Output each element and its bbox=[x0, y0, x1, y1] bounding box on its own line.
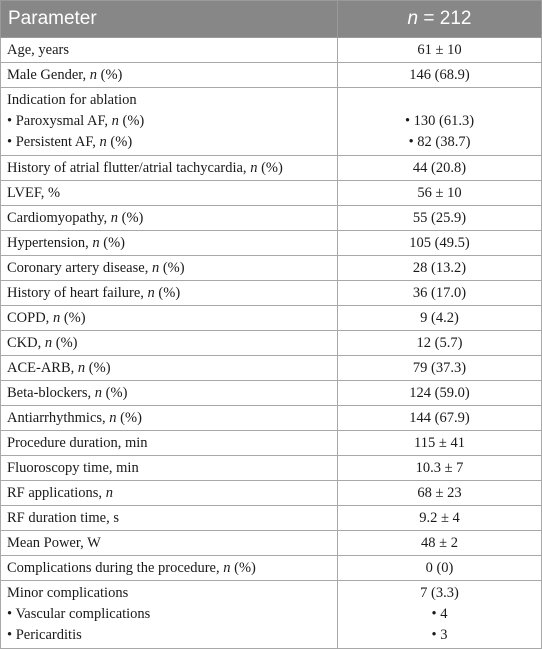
header-n-italic: n bbox=[407, 8, 419, 29]
table-row bbox=[1, 356, 542, 381]
label-text: Beta-blockers, bbox=[7, 384, 95, 401]
label-text: ACE-ARB, bbox=[7, 359, 78, 376]
label-n: n bbox=[151, 259, 160, 276]
row-label bbox=[1, 356, 338, 381]
row-label bbox=[1, 481, 338, 506]
table-row bbox=[1, 231, 542, 256]
row-label bbox=[1, 181, 338, 206]
label-text: CKD, bbox=[7, 334, 45, 351]
row-label bbox=[1, 63, 338, 88]
label-text: LVEF, % bbox=[7, 184, 61, 201]
table-row bbox=[1, 506, 542, 531]
label-n: n bbox=[77, 359, 86, 376]
label-text: Minor complications bbox=[7, 585, 129, 601]
row-value: 68 ± 23 bbox=[338, 481, 542, 506]
row-value: 36 (17.0) bbox=[338, 281, 542, 306]
sub-label-n: n bbox=[111, 113, 119, 129]
value-main: 7 (3.3) bbox=[420, 585, 459, 601]
label-suffix: (%) bbox=[97, 66, 123, 83]
value-spacer bbox=[344, 90, 535, 111]
label-text: Hypertension, bbox=[7, 234, 93, 251]
label-suffix: (%) bbox=[102, 384, 128, 401]
label-text: Male Gender, bbox=[7, 66, 90, 83]
row-value: 144 (67.9) bbox=[338, 406, 542, 431]
sub-label: • Vascular complications bbox=[7, 606, 151, 622]
label-n: n bbox=[44, 334, 53, 351]
label-n: n bbox=[92, 234, 100, 251]
row-label bbox=[1, 531, 338, 556]
row-label bbox=[1, 331, 338, 356]
label-suffix: (%) bbox=[52, 334, 78, 351]
sub-value: • 3 bbox=[431, 627, 448, 643]
row-label bbox=[1, 88, 338, 156]
label-n: n bbox=[147, 284, 155, 301]
sub-value: • 82 (38.7) bbox=[408, 134, 471, 150]
row-value: 48 ± 2 bbox=[338, 531, 542, 556]
row-label bbox=[1, 231, 338, 256]
label-text: History of atrial flutter/atrial tachycardia, bbox=[7, 159, 251, 176]
label-text: Coronary artery disease, bbox=[7, 259, 152, 276]
table-row bbox=[1, 556, 542, 581]
table-row bbox=[1, 63, 542, 88]
label-suffix: (%) bbox=[116, 409, 142, 426]
sub-label-suffix: (%) bbox=[118, 113, 145, 129]
label-text: COPD, bbox=[7, 309, 53, 326]
table-row bbox=[1, 206, 542, 231]
table-row bbox=[1, 381, 542, 406]
row-value: 9.2 ± 4 bbox=[338, 506, 542, 531]
row-value: 28 (13.2) bbox=[338, 256, 542, 281]
header-n-total bbox=[338, 1, 542, 38]
row-label bbox=[1, 206, 338, 231]
sub-label-text: • Persistent AF, bbox=[7, 134, 100, 150]
sub-label-n: n bbox=[99, 134, 107, 150]
label-text: Antiarrhythmics, bbox=[7, 409, 110, 426]
table-row bbox=[1, 281, 542, 306]
label-text: Fluoroscopy time, min bbox=[7, 459, 139, 476]
sub-label bbox=[7, 111, 331, 132]
row-label bbox=[1, 431, 338, 456]
table-row bbox=[1, 406, 542, 431]
table-row bbox=[1, 38, 542, 63]
row-label bbox=[1, 456, 338, 481]
label-n: n bbox=[105, 484, 113, 501]
label-suffix: (%) bbox=[154, 284, 181, 301]
label-text: Complications during the procedure, bbox=[7, 559, 224, 576]
label-text: Cardiomyopathy, bbox=[7, 209, 111, 226]
row-label bbox=[1, 38, 338, 63]
table-row bbox=[1, 331, 542, 356]
label-text: History of heart failure, bbox=[7, 284, 148, 301]
sub-value: • 130 (61.3) bbox=[404, 113, 475, 129]
label-suffix: (%) bbox=[85, 359, 111, 376]
row-label bbox=[1, 581, 338, 649]
label-suffix: (%) bbox=[60, 309, 86, 326]
label-text: Procedure duration, min bbox=[7, 434, 148, 451]
label-text: RF applications, bbox=[7, 484, 106, 501]
row-label bbox=[1, 256, 338, 281]
label-text: Mean Power, W bbox=[7, 534, 101, 551]
table-row bbox=[1, 88, 542, 156]
row-value bbox=[338, 88, 542, 156]
label-suffix: (%) bbox=[99, 234, 125, 251]
row-value: 105 (49.5) bbox=[338, 231, 542, 256]
row-value: 61 ± 10 bbox=[338, 38, 542, 63]
row-label bbox=[1, 406, 338, 431]
row-value: 55 (25.9) bbox=[338, 206, 542, 231]
row-value: 12 (5.7) bbox=[338, 331, 542, 356]
row-value: 79 (37.3) bbox=[338, 356, 542, 381]
table-row bbox=[1, 156, 542, 181]
table-row bbox=[1, 256, 542, 281]
label-text: Age, years bbox=[7, 41, 70, 58]
row-value: 0 (0) bbox=[338, 556, 542, 581]
table-row bbox=[1, 431, 542, 456]
table-row bbox=[1, 456, 542, 481]
label-n: n bbox=[52, 309, 61, 326]
header-parameter: Parameter bbox=[1, 1, 338, 38]
row-value bbox=[338, 581, 542, 649]
label-suffix: (%) bbox=[118, 209, 144, 226]
sub-label-suffix: (%) bbox=[106, 134, 133, 150]
row-value: 146 (68.9) bbox=[338, 63, 542, 88]
sub-value: • 4 bbox=[431, 606, 448, 622]
row-label bbox=[1, 506, 338, 531]
header-n-rest: = 212 bbox=[418, 8, 472, 29]
label-n: n bbox=[89, 66, 98, 83]
row-label bbox=[1, 556, 338, 581]
table-row bbox=[1, 181, 542, 206]
label-n: n bbox=[223, 559, 231, 576]
label-suffix: (%) bbox=[159, 259, 185, 276]
row-value: 10.3 ± 7 bbox=[338, 456, 542, 481]
table-body bbox=[1, 38, 542, 649]
label-n: n bbox=[109, 409, 117, 426]
row-value: 56 ± 10 bbox=[338, 181, 542, 206]
label-n: n bbox=[94, 384, 103, 401]
row-label bbox=[1, 381, 338, 406]
table-row bbox=[1, 531, 542, 556]
sub-label: • Pericarditis bbox=[7, 627, 82, 643]
row-value: 44 (20.8) bbox=[338, 156, 542, 181]
label-text: RF duration time, s bbox=[7, 509, 119, 526]
row-label bbox=[1, 156, 338, 181]
table-row bbox=[1, 581, 542, 649]
table-row bbox=[1, 481, 542, 506]
header-row bbox=[1, 1, 542, 38]
sub-label-text: • Paroxysmal AF, bbox=[7, 113, 112, 129]
row-value: 9 (4.2) bbox=[338, 306, 542, 331]
label-suffix: (%) bbox=[257, 159, 283, 176]
row-label bbox=[1, 306, 338, 331]
row-label bbox=[1, 281, 338, 306]
table-row bbox=[1, 306, 542, 331]
label-text: Indication for ablation bbox=[7, 92, 137, 108]
sub-label bbox=[7, 132, 331, 153]
row-value: 115 ± 41 bbox=[338, 431, 542, 456]
row-value: 124 (59.0) bbox=[338, 381, 542, 406]
label-n: n bbox=[110, 209, 119, 226]
label-suffix: (%) bbox=[230, 559, 256, 576]
label-n: n bbox=[250, 159, 258, 176]
